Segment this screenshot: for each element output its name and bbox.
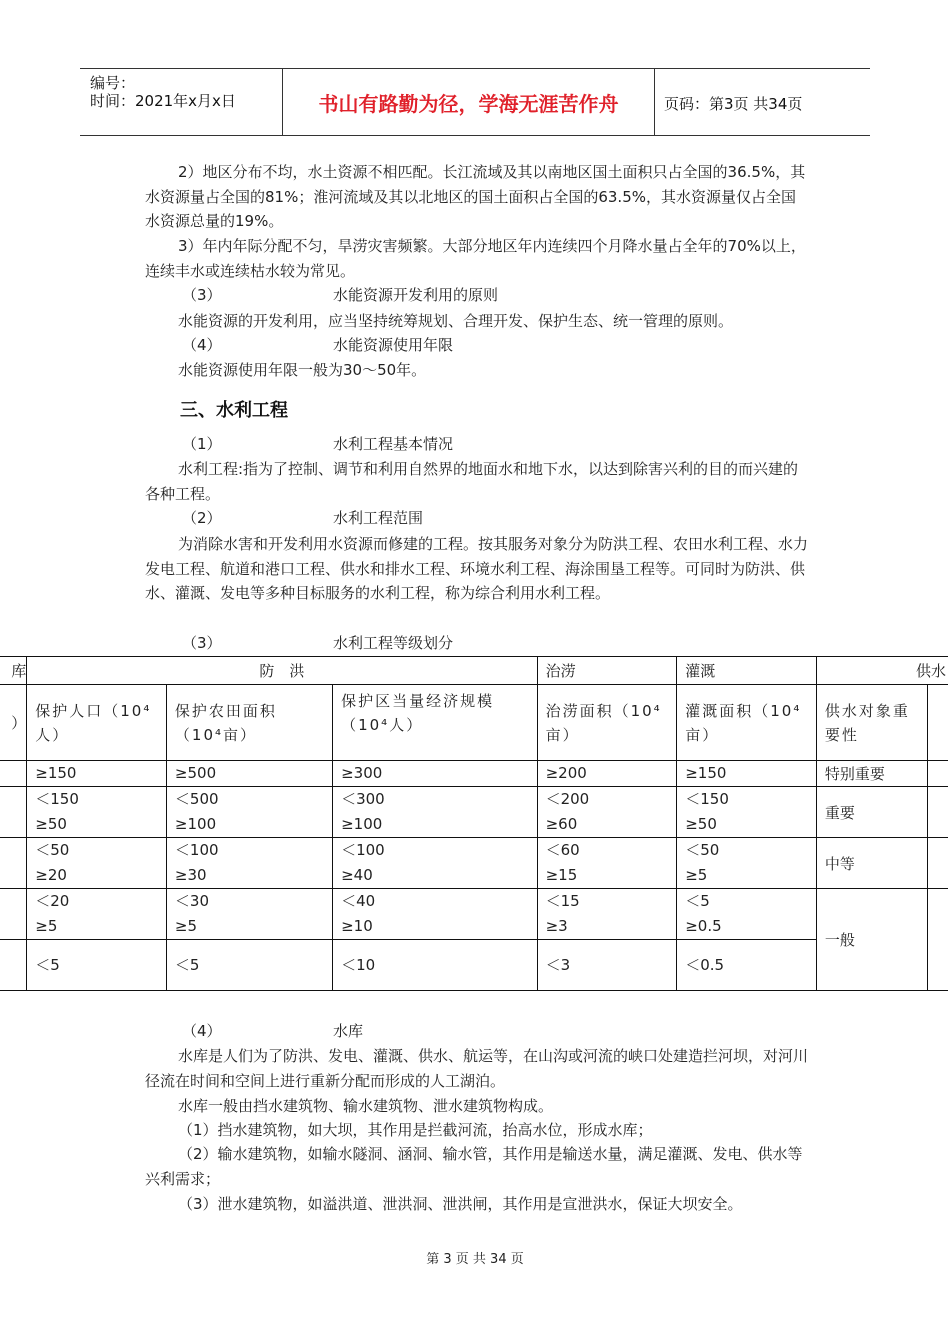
cell-farmland: ＜30 ≥5: [166, 889, 332, 940]
cell-drainage: ＜3: [537, 940, 677, 991]
cell-importance: 特别重要: [816, 761, 928, 787]
cell-farmland: ＜500 ≥100: [166, 787, 332, 838]
grading-table: [0, 656, 948, 991]
col-header-drainage-area: 治涝面积（10⁴亩）: [537, 685, 677, 761]
group-header-irrigation: 灌溉: [677, 657, 817, 685]
cell-economic: ≥300: [333, 761, 537, 787]
table-edge-text-top: 库: [11, 662, 27, 680]
page-footer: 第 3 页 共 34 页: [426, 1252, 524, 1267]
table-row: [0, 940, 948, 991]
table-edge-text-mid: ）: [11, 714, 27, 732]
col-header-protected-population: 保护人口（10⁴人）: [27, 685, 167, 761]
cell-irrigation: ≥150: [677, 761, 817, 787]
subsection-3-number: （3）: [182, 634, 222, 652]
table-edge-cell: [0, 940, 27, 991]
cell-farmland: ≥500: [166, 761, 332, 787]
paragraph-reservoir-components: 水库一般由挡水建筑物、输水建筑物、泄水建筑物构成。: [178, 1097, 554, 1115]
table-edge-cell-right: [928, 838, 948, 889]
section-3-number: （3）: [182, 286, 222, 304]
cell-importance: 一般: [816, 889, 928, 991]
cell-irrigation: ＜0.5: [677, 940, 817, 991]
paragraph-scope: 为消除水害和开发利用水资源而修建的工程。按其服务对象分为防洪工程、农田水利工程、水力发电工程、航道和港口工程、供水和排水工程、环境水利工程、海涂围垦工程等。可同时为防洪、供水、灌溉、发电等多种目标服务的水利工程，称为综合利用水利工程。: [145, 535, 809, 602]
table-edge-cell: [0, 657, 27, 685]
group-header-water-supply-label: 供水: [915, 662, 946, 680]
cell-farmland: ＜5: [166, 940, 332, 991]
paragraph-conveyance-structure: （2）输水建筑物，如输水隧洞、涵洞、输水管，其作用是输送水量，满足灌溉、发电、供水等兴利需求；: [145, 1145, 803, 1188]
cell-irrigation: ＜50 ≥5: [677, 838, 817, 889]
cell-economic: ＜40 ≥10: [333, 889, 537, 940]
table-edge-cell-right: [928, 787, 948, 838]
table-row: [0, 761, 948, 787]
cell-economic: ＜100 ≥40: [333, 838, 537, 889]
table-edge-cell-right: [928, 889, 948, 991]
subsection-1-title: 水利工程基本情况: [333, 435, 454, 453]
group-header-flood: 防 洪: [27, 657, 537, 685]
section-heading-water-conservancy: 三、水利工程: [180, 400, 288, 421]
cell-drainage: ≥200: [537, 761, 677, 787]
cell-importance: 中等: [816, 838, 928, 889]
table-row: [0, 889, 948, 940]
col-header-protected-farmland: 保护农田面积（10⁴亩）: [166, 685, 332, 761]
subsection-4-title: 水库: [333, 1022, 364, 1040]
subsection-2-number: （2）: [182, 509, 222, 527]
col-header-economic-scale: 保护区当量经济规模（10⁴人）: [333, 685, 537, 761]
paragraph-reservoir-definition: 水库是人们为了防洪、发电、灌溉、供水、航运等，在山沟或河流的峡口处建造拦河坝，对河川径流在时间和空间上进行重新分配而形成的人工湖泊。: [145, 1047, 809, 1090]
table-edge-cell-right: [928, 761, 948, 787]
table-edge-cell: [0, 685, 27, 761]
header-divider-right: [654, 68, 655, 136]
table-edge-cell: [0, 838, 27, 889]
subsection-3-title: 水利工程等级划分: [333, 634, 454, 652]
section-3-title: 水能资源开发利用的原则: [333, 286, 499, 304]
cell-drainage: ＜15 ≥3: [537, 889, 677, 940]
cell-irrigation: ＜150 ≥50: [677, 787, 817, 838]
paragraph-distribution: 2）地区分布不均，水土资源不相匹配。长江流域及其以南地区国土面积只占全国的36.5%，其水资源量占全国的81%；淮河流域及其以北地区的国土面积占全国的63.5%，其水资源量仅占全国水资源总量的19%。: [145, 163, 806, 230]
document-number-label: 编号：: [90, 74, 136, 92]
cell-importance: 重要: [816, 787, 928, 838]
table-edge-cell: [0, 889, 27, 940]
cell-economic: ＜300 ≥100: [333, 787, 537, 838]
cell-farmland: ＜100 ≥30: [166, 838, 332, 889]
group-header-drainage: 治涝: [537, 657, 677, 685]
cell-population: ＜150 ≥50: [27, 787, 167, 838]
page-info: 页码：第3页 共34页: [664, 95, 803, 113]
subsection-2-title: 水利工程范围: [333, 509, 424, 527]
paragraph-seasonal: 3）年内年际分配不匀，旱涝灾害频繁。大部分地区年内连续四个月降水量占全年的70%以上，连续丰水或连续枯水较为常见。: [145, 237, 806, 280]
col-header-irrigation-area: 灌溉面积（10⁴亩）: [677, 685, 817, 761]
paragraph-retaining-structure: （1）挡水建筑物，如大坝，其作用是拦截河流，抬高水位，形成水库；: [178, 1121, 653, 1139]
cell-population: ＜20 ≥5: [27, 889, 167, 940]
col-header-water-importance: 供水对象重要性: [816, 685, 928, 761]
subsection-1-number: （1）: [182, 435, 222, 453]
paragraph-service-life: 水能资源使用年限一般为30～50年。: [178, 361, 427, 379]
cell-economic: ＜10: [333, 940, 537, 991]
section-4-title: 水能资源使用年限: [333, 336, 454, 354]
table-row: [0, 838, 948, 889]
table-edge-cell: [0, 787, 27, 838]
cell-population: ＜50 ≥20: [27, 838, 167, 889]
cell-irrigation: ＜5 ≥0.5: [677, 889, 817, 940]
cell-population: ≥150: [27, 761, 167, 787]
header-motto: 书山有路勤为径，学海无涯苦作舟: [318, 91, 619, 116]
table-edge-cell-right: [928, 685, 948, 761]
paragraph-definition: 水利工程:指为了控制、调节和利用自然界的地面水和地下水，以达到除害兴利的目的而兴建的各种工程。: [145, 460, 799, 503]
cell-drainage: ＜200 ≥60: [537, 787, 677, 838]
table-row: [0, 787, 948, 838]
paragraph-principle: 水能资源的开发利用，应当坚持统筹规划、合理开发、保护生态、统一管理的原则。: [178, 312, 734, 330]
table-edge-cell: [0, 761, 27, 787]
subsection-4-number: （4）: [182, 1022, 222, 1040]
document-date: 时间：2021年x月x日: [90, 92, 236, 110]
paragraph-discharge-structure: （3）泄水建筑物，如溢洪道、泄洪洞、泄洪闸，其作用是宣泄洪水，保证大坝安全。: [178, 1195, 743, 1213]
group-header-water-supply: [816, 657, 948, 685]
cell-population: ＜5: [27, 940, 167, 991]
section-4-number: （4）: [182, 336, 222, 354]
cell-drainage: ＜60 ≥15: [537, 838, 677, 889]
